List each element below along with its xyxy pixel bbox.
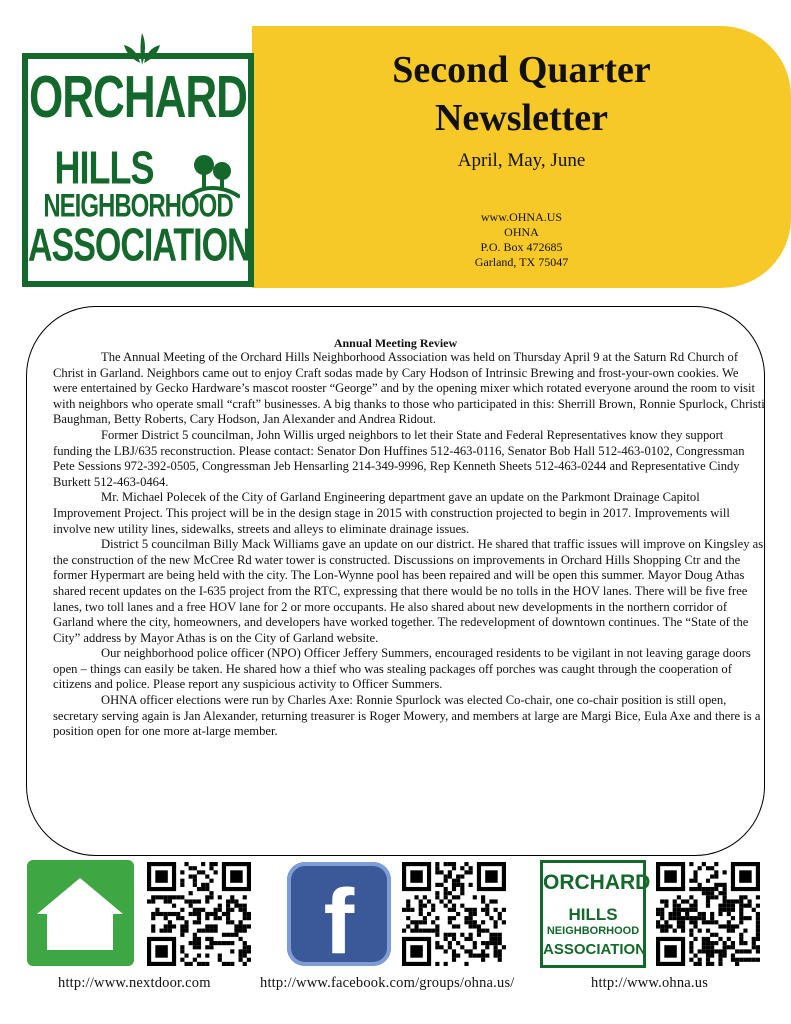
facebook-link[interactable]: http://www.facebook.com/groups/ohna.us/ xyxy=(260,975,515,991)
contact-org: OHNA xyxy=(504,225,539,239)
contact-po-box: P.O. Box 472685 xyxy=(480,240,563,254)
newsletter-title-line2: Newsletter xyxy=(434,97,608,139)
article-paragraph: OHNA officer elections were run by Charles Axe: Ronnie Spurlock was elected Co-chair, one co-chair position is still open, secretary serving again is Jan Alexander, returning treasurer is Roger Mowery, and members at large are Margi Bice, Eula Axe and there is a position open for one more at-large member. xyxy=(53,693,761,739)
newsletter-title-line1: Second Quarter xyxy=(392,49,651,91)
logo-neighborhood-text: NEIGHBORHOOD xyxy=(546,925,640,937)
newsletter-date-range: April, May, June xyxy=(457,150,586,171)
logo-association-text: ASSOCIATION xyxy=(28,220,251,272)
logo-hills-text: HILLS xyxy=(568,905,618,924)
article-paragraph: Mr. Michael Polecek of the City of Garland Engineering department gave an update on the Parkmont Drainage Capitol Improvement Project. This project will be in the design stage in 2015 with construction projected to begin in 2017. Improvements will involve new utility lines, sidewalks, streets and alleys to eliminate drainage issues. xyxy=(53,490,730,536)
qr-code-ohna[interactable] xyxy=(656,862,760,966)
logo-orchard-text: ORCHARD xyxy=(29,64,247,131)
qr-code-icon xyxy=(656,862,760,966)
house-icon xyxy=(27,860,134,966)
qr-code-facebook[interactable] xyxy=(402,862,506,966)
orchard-hills-logo xyxy=(22,53,254,287)
logo-association-text: ASSOCIATION xyxy=(543,941,647,958)
qr-code-icon xyxy=(147,862,251,966)
contact-city: Garland, TX 75047 xyxy=(474,255,569,269)
article-paragraph: District 5 councilman Billy Mack Williams gave an update on our district. He shared that traffic issues will improve on Kingsley as the construction of the new McCree Rd water tower is constructed. Discussions on improvements in Orchard Hills Shopping Ctr and the former Hypermart are being held with the city. The Lon-Wynne pool has been repaired and will be open this summer. Mayor Doug Athas shared recent updates on the I-635 project from the RTC, expressing that there would be no tolls in the HOV lanes. There will be five free lanes, two toll lanes and a free HOV lane for 2 or more occupants. He also shared about new developments in the northern corridor of Garland where the city, homeowners, and developers have worked together. The redevelopment of downtown continues. The “State of the City” address by Mayor Athas is on the City of Garland website. xyxy=(53,537,764,645)
nextdoor-link[interactable]: http://www.nextdoor.com xyxy=(58,975,211,991)
leaf-sprout-icon xyxy=(122,31,162,65)
article-paragraph: Former District 5 councilman, John Willis urged neighbors to let their State and Federal Representatives know they support funding the LBJ/635 reconstruction. Please contact: Senator Don Huffines 512-463-0116, Senator Bob Hall 512-463-0102, Congressman Pete Sessions 972-392-0505, Congressman Jeb Hensarling 214-349-9996, Rep Kenneth Sheets 512-463-0244 and Representative Cindy Burkett 512-463-0464. xyxy=(53,427,745,489)
logo-hills-text: HILLS xyxy=(54,140,154,194)
logo-neighborhood-text: NEIGHBORHOOD xyxy=(43,188,233,225)
contact-website: www.OHNA.US xyxy=(480,210,563,224)
qr-code-nextdoor[interactable] xyxy=(147,862,251,966)
orchard-hills-logo-small[interactable] xyxy=(540,860,651,968)
qr-code-icon xyxy=(402,862,506,966)
facebook-f-glyph: f xyxy=(323,871,355,973)
article-title: Annual Meeting Review xyxy=(333,336,458,350)
article-paragraph: Our neighborhood police officer (NPO) Officer Jeffery Summers, encouraged residents to be vigilant in not leaving garage doors open – things can easily be taken. He shared how a thief who was stealing packages off porches was caught through the cooperation of citizens and police. Please report any suspicious activity to Officer Summers. xyxy=(53,646,751,692)
facebook-icon[interactable] xyxy=(287,862,391,973)
article-body xyxy=(53,350,765,740)
logo-orchard-text: ORCHARD xyxy=(543,871,651,894)
ohna-link[interactable]: http://www.ohna.us xyxy=(591,975,709,991)
article-paragraph: The Annual Meeting of the Orchard Hills Neighborhood Association was held on Thursday April 9 at the Saturn Rd Church of Christ in Garland. Neighbors came out to enjoy Craft sodas made by Cary Hodson of Intrinsic Brewing and frost-your-own cookies. We were entertained by Gecko Hardware’s mascot rooster “George” and by the opening mixer which rotated everyone around the room to visit with neighbors who operate small “craft” businesses. A big thanks to those who participated in this: Sherrill Brown, Ronnie Spurlock, Christi Baughman, Betty Roberts, Cary Hodson, Jan Alexander and Andrea Ridout. xyxy=(53,350,765,427)
nextdoor-house-icon[interactable] xyxy=(27,860,134,966)
